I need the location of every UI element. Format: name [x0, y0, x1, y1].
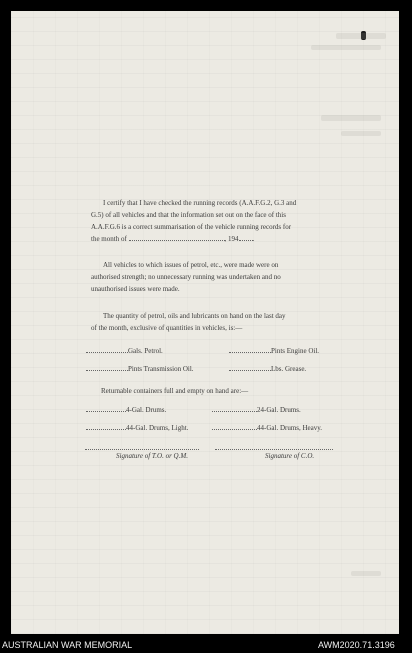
certification-line-1: I certify that I have checked the running records (A.A.F.G.2, G.3 and [103, 199, 297, 207]
footer-accession-number: AWM2020.71.3196 [318, 640, 395, 650]
certification-line-3: A.A.F.G.6 is a correct summarisation of the vehicle running records for [91, 223, 292, 231]
certification-line-4 [91, 233, 391, 245]
certification-line-2: G.5) of all vehicles and that the information set out on the face of this [91, 211, 286, 219]
fortyfour-light-field[interactable] [86, 423, 126, 430]
document-page [11, 11, 399, 634]
period: . [252, 235, 255, 243]
pints-engine-oil-field[interactable] [229, 346, 271, 353]
four-gal-row [86, 405, 166, 414]
year-prefix: , 194 [224, 235, 239, 243]
gals-petrol-label: Gals. Petrol. [128, 347, 163, 355]
pints-transmission-oil-row [86, 364, 194, 373]
fortyfour-heavy-label: 44-Gal. Drums, Heavy. [257, 424, 323, 432]
footer-institution: AUSTRALIAN WAR MEMORIAL [2, 640, 133, 650]
bleed-through-mark [341, 131, 381, 136]
pints-transmission-oil-field[interactable] [86, 364, 128, 371]
quantity-line-1: The quantity of petrol, oils and lubricants on hand on the last day [103, 312, 286, 320]
quantity-paragraph [91, 310, 391, 334]
fortyfour-light-row [86, 423, 188, 432]
signature-co-line[interactable] [215, 448, 333, 450]
signature-to-qm-line[interactable] [85, 448, 199, 450]
certification-paragraph [91, 197, 391, 245]
lbs-grease-row [229, 364, 306, 373]
year-field[interactable] [239, 234, 253, 241]
pints-engine-oil-row [229, 346, 319, 355]
bleed-through-mark [351, 571, 381, 576]
twentyfour-gal-label: 24-Gal. Drums. [257, 406, 301, 414]
lbs-grease-label: Lbs. Grease. [271, 365, 307, 373]
bleed-through-mark [336, 33, 386, 39]
bleed-through-mark [311, 45, 381, 50]
containers-heading: Returnable containers full and empty on hand are:— [101, 387, 249, 395]
signature-co-label: Signature of C.O. [265, 452, 315, 460]
month-label: the month of [91, 235, 127, 243]
twentyfour-gal-row [212, 405, 301, 414]
signature-to-qm-label: Signature of T.O. or Q.M. [116, 452, 188, 460]
twentyfour-gal-field[interactable] [212, 405, 257, 412]
fortyfour-heavy-row [212, 423, 322, 432]
quantity-line-2: of the month, exclusive of quantities in vehicles, is:— [91, 324, 243, 332]
four-gal-label: 4-Gal. Drums. [126, 406, 167, 414]
gals-petrol-field[interactable] [86, 346, 128, 353]
lbs-grease-field[interactable] [229, 364, 271, 371]
bleed-through-mark [321, 115, 381, 121]
fortyfour-light-label: 44-Gal. Drums, Light. [126, 424, 189, 432]
gals-petrol-row [86, 346, 163, 355]
authorised-paragraph [91, 259, 391, 295]
four-gal-field[interactable] [86, 405, 126, 412]
pints-transmission-oil-label: Pints Transmission Oil. [128, 365, 194, 373]
pints-engine-oil-label: Pints Engine Oil. [271, 347, 320, 355]
authorised-line-3: unauthorised issues were made. [91, 285, 180, 293]
authorised-line-2: authorised strength; no unnecessary running was undertaken and no [91, 273, 281, 281]
month-field[interactable] [129, 234, 225, 241]
authorised-line-1: All vehicles to which issues of petrol, etc., were made were on [103, 261, 279, 269]
fortyfour-heavy-field[interactable] [212, 423, 257, 430]
